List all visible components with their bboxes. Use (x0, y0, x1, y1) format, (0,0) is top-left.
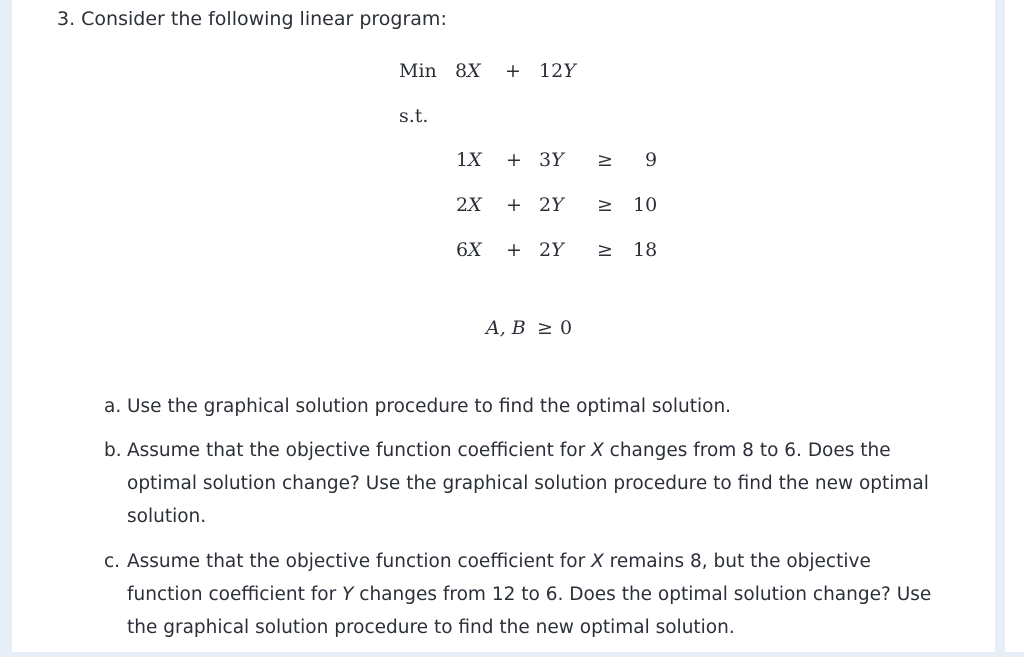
question-text: Use the graphical solution procedure to find the optimal solution. (127, 396, 732, 417)
question-text: optimal solution change? Use the graphical solution procedure to find the new optimal (127, 473, 929, 494)
question-a (104, 390, 732, 423)
objective-term-x: 8X (455, 60, 481, 82)
constraint-term-x: 2X (456, 194, 482, 216)
constraint-plus: + (506, 194, 522, 216)
left-border (0, 0, 12, 657)
bottom-border (0, 652, 1024, 657)
problem-heading: 3. Consider the following linear program: (57, 8, 447, 30)
constraint-term-x: 6X (456, 239, 482, 261)
constraint-rhs: 18 (633, 239, 658, 261)
nonneg-relation: ≥ (537, 317, 553, 339)
question-text: solution. (127, 506, 207, 527)
question-marker: b. (104, 440, 122, 461)
objective-term-y: 12Y (539, 60, 576, 82)
question-text: Assume that the objective function coefficient for X remains 8, but the objective (127, 551, 871, 572)
constraint-rhs: 9 (645, 149, 658, 171)
constraint-relation: ≥ (597, 149, 613, 171)
objective-label: Min (399, 60, 437, 82)
nonneg-vars: A, B (486, 317, 526, 339)
question-text: function coefficient for Y changes from 12 to 6. Does the optimal solution change? Use (127, 584, 932, 605)
question-text: the graphical solution procedure to find the new optimal solution. (127, 617, 735, 638)
subject-to-label: s.t. (399, 105, 429, 127)
question-c (104, 545, 932, 644)
constraint-relation: ≥ (597, 239, 613, 261)
constraint-term-x: 1X (456, 149, 482, 171)
question-text: Assume that the objective function coefficient for X changes from 8 to 6. Does the (127, 440, 891, 461)
question-marker: c. (104, 551, 121, 572)
constraint-plus: + (506, 239, 522, 261)
constraint-term-y: 3Y (539, 149, 564, 171)
constraint-relation: ≥ (597, 194, 613, 216)
question-b (104, 434, 929, 533)
nonneg-value: 0 (560, 317, 573, 339)
constraint-term-y: 2Y (539, 239, 564, 261)
constraint-plus: + (506, 149, 522, 171)
constraint-rhs: 10 (633, 194, 658, 216)
objective-plus: + (505, 60, 521, 82)
right-border (995, 0, 1005, 657)
question-marker: a. (104, 396, 122, 417)
constraint-term-y: 2Y (539, 194, 564, 216)
